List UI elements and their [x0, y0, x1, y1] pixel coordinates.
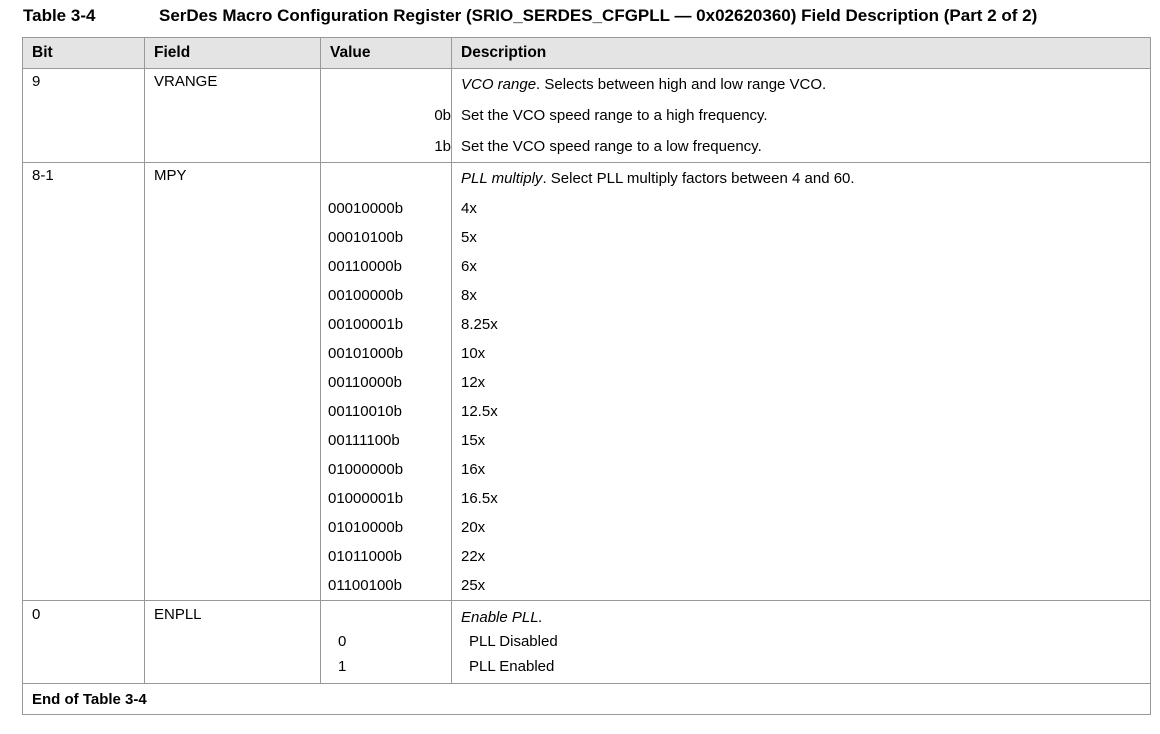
end-of-table-row [23, 684, 1151, 715]
description-cell: 20x [452, 513, 1151, 542]
value-cell: 0b [321, 100, 452, 131]
description-cell: 12x [452, 368, 1151, 397]
bit-cell: 8-1 [23, 163, 145, 601]
description-cell: Set the VCO speed range to a high frequency. [452, 100, 1151, 131]
value-cell: 00110000b [321, 368, 452, 397]
value-cell: 00111100b [321, 426, 452, 455]
register-field-table [22, 37, 1151, 715]
description-cell: 8x [452, 281, 1151, 310]
description-cell: Set the VCO speed range to a low frequency. [452, 131, 1151, 163]
value-line: 0 [338, 633, 347, 650]
description-cell [452, 601, 1151, 684]
description-cell: 10x [452, 339, 1151, 368]
bit-cell: 9 [23, 69, 145, 163]
description-cell: 4x [452, 194, 1151, 223]
value-cell: 00101000b [321, 339, 452, 368]
end-of-table-label: End of Table 3-4 [23, 684, 1151, 715]
value-cell: 00010000b [321, 194, 452, 223]
description-cell: 16x [452, 455, 1151, 484]
description-italic: VCO range [461, 76, 537, 93]
description-cell: 22x [452, 542, 1151, 571]
field-cell: MPY [145, 163, 321, 601]
table-number: Table 3-4 [23, 6, 96, 25]
table-header-row [23, 38, 1151, 69]
table-title: SerDes Macro Configuration Register (SRIO_SERDES_CFGPLL — 0x02620360) Field Description (Part 2 of 2) [159, 6, 1038, 25]
description-line: PLL Enabled [469, 658, 555, 675]
value-cell [321, 163, 452, 195]
description-cell: 6x [452, 252, 1151, 281]
value-cell: 01011000b [321, 542, 452, 571]
description-line: PLL Disabled [469, 633, 558, 650]
bit-cell: 0 [23, 601, 145, 684]
description-text: . Selects between high and low range VCO. [536, 76, 827, 93]
description-cell [452, 163, 1151, 195]
description-cell: 15x [452, 426, 1151, 455]
description-cell: 12.5x [452, 397, 1151, 426]
value-cell: 1b [321, 131, 452, 163]
value-cell: 01100100b [321, 571, 452, 601]
value-cell [321, 601, 452, 684]
table-row [23, 69, 1151, 101]
header-bit: Bit [23, 38, 145, 69]
value-cell [321, 69, 452, 101]
header-field: Field [145, 38, 321, 69]
value-cell: 00010100b [321, 223, 452, 252]
header-description: Description [452, 38, 1151, 69]
description-cell: 16.5x [452, 484, 1151, 513]
table-row [23, 163, 1151, 195]
description-cell [452, 69, 1151, 101]
value-cell: 01010000b [321, 513, 452, 542]
value-cell: 00100001b [321, 310, 452, 339]
description-italic: Enable PLL. [461, 609, 543, 626]
description-cell: 5x [452, 223, 1151, 252]
field-cell: VRANGE [145, 69, 321, 163]
value-cell: 00110000b [321, 252, 452, 281]
value-line: 1 [338, 658, 347, 675]
description-italic: PLL multiply [461, 170, 543, 187]
value-cell: 01000001b [321, 484, 452, 513]
table-row [23, 601, 1151, 684]
value-cell: 00100000b [321, 281, 452, 310]
value-cell: 00110010b [321, 397, 452, 426]
description-text: . Select PLL multiply factors between 4 and 60. [542, 170, 855, 187]
description-cell: 25x [452, 571, 1151, 601]
field-cell: ENPLL [145, 601, 321, 684]
value-cell: 01000000b [321, 455, 452, 484]
description-cell: 8.25x [452, 310, 1151, 339]
header-value: Value [321, 38, 452, 69]
